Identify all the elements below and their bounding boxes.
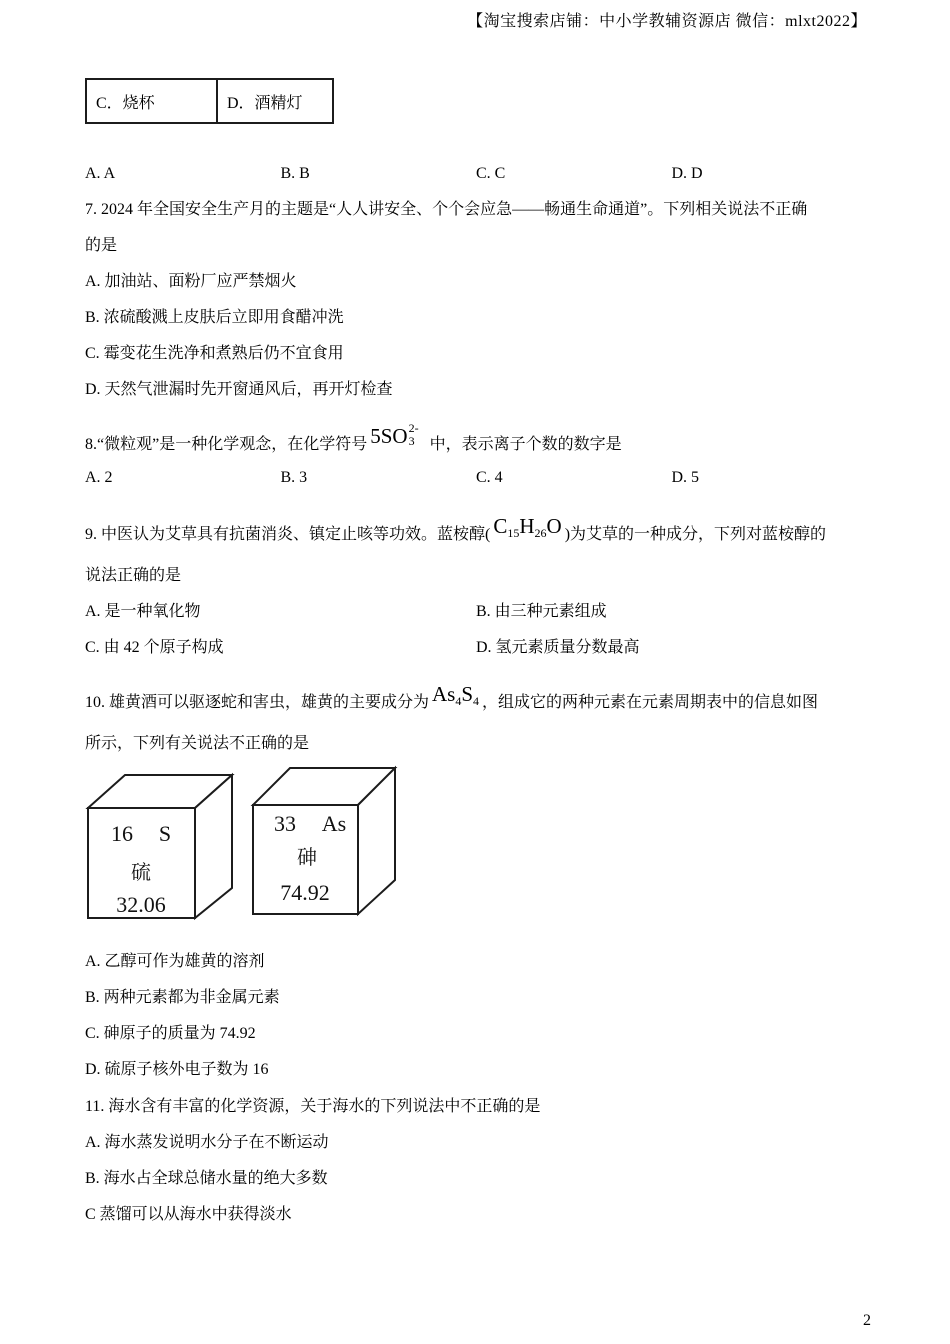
option-d: D. 天然气泄漏时先开窗通风后，再开灯检查	[85, 381, 393, 398]
element-symbol: As	[321, 811, 347, 836]
option-c: C. 由 42 个原子构成	[85, 639, 224, 656]
option-c: C. C	[476, 165, 506, 182]
option-c: C 蒸馏可以从海水中获得淡水	[85, 1206, 292, 1223]
atomic-number: 33	[274, 811, 296, 836]
option-b: B. 由三种元素组成	[476, 603, 607, 620]
question8-stem-before: 8.“微粒观”是一种化学观念，在化学符号	[85, 436, 368, 453]
question6-options	[85, 160, 867, 188]
option-c: C. 霉变花生洗净和煮熟后仍不宜食用	[85, 345, 344, 362]
page-number: 2	[863, 1312, 871, 1329]
question10-stem-after: ，组成它的两种元素在元素周期表中的信息如图	[482, 694, 819, 711]
question8-options	[85, 460, 867, 496]
option-b: B. 两种元素都为非金属元素	[85, 989, 280, 1006]
option-a: A. 加油站、面粉厂应严禁烟火	[85, 273, 297, 290]
question9	[85, 558, 867, 666]
element-name: 硫	[131, 862, 151, 884]
table-cell-d: D．酒精灯	[226, 94, 303, 112]
element-name: 砷	[297, 847, 317, 869]
option-a: A. 是一种氧化物	[85, 603, 201, 620]
question10-stem-line2: 所示，下列有关说法不正确的是	[85, 735, 310, 752]
option-b: B. 海水占全球总储水量的绝大多数	[85, 1170, 328, 1187]
question11	[85, 1089, 867, 1233]
atomic-mass: 32.06	[116, 892, 166, 917]
atomic-mass: 74.92	[280, 880, 330, 905]
option-d: D. 5	[671, 469, 700, 486]
question11-stem: 11. 海水含有丰富的化学资源，关于海水的下列说法中不正确的是	[85, 1098, 541, 1115]
option-a: A. 乙醇可作为雄黄的溶剂	[85, 953, 265, 970]
element-symbol: S	[158, 821, 172, 846]
periodic-table-element-cubes	[85, 753, 399, 927]
formula-superscript: 2-	[408, 421, 419, 435]
option-d: D. 硫原子核外电子数为 16	[85, 1061, 269, 1078]
question10-stem-line1	[85, 671, 867, 726]
option-b: B. 浓硫酸溅上皮肤后立即用食醋冲洗	[85, 309, 344, 326]
option-a: A. 2	[85, 469, 113, 486]
question9-stem-before: 9. 中医认为艾草具有抗菌消炎、镇定止咳等功效。蓝桉醇(	[85, 526, 491, 543]
question10-stem-before: 10. 雄黄酒可以驱逐蛇和害虫，雄黄的主要成分为	[85, 694, 430, 711]
element-cube-arsenic	[253, 768, 395, 914]
option-b: B. 3	[280, 469, 308, 486]
element-cube-sulfur	[88, 775, 232, 918]
option-b: B. B	[280, 165, 310, 182]
question10-options	[85, 944, 867, 1088]
question7-stem-line1: 7. 2024 年全国安全生产月的主题是“人人讲安全、个个会应急——畅通生命通道”。下列相关说法不正确	[85, 201, 808, 218]
question9-stem-after: )为艾草的一种成分，下列对蓝桉醇的	[564, 526, 827, 543]
option-d: D. D	[671, 165, 703, 182]
answer-option-table	[85, 78, 334, 124]
option-c: C. 4	[476, 469, 503, 486]
question7	[85, 192, 867, 408]
atomic-number: 16	[111, 821, 133, 846]
question9-stem-line2: 说法正确的是	[85, 567, 182, 584]
question9-stem-line1	[85, 503, 867, 558]
option-c: C. 砷原子的质量为 74.92	[85, 1025, 256, 1042]
question8-stem-after: 中，表示离子个数的数字是	[429, 436, 622, 453]
formula-as4s4: $As_4S_4$	[432, 682, 480, 708]
option-a: A. 海水蒸发说明水分子在不断运动	[85, 1134, 329, 1151]
shop-banner: 【淘宝搜索店铺：中小学教辅资源店 微信：mlxt2022】	[467, 13, 867, 30]
option-d: D. 氢元素质量分数最高	[476, 639, 640, 656]
option-a: A. A	[85, 165, 116, 182]
question7-stem-line2: 的是	[85, 237, 118, 254]
formula-sulfite-ion: 5SO 2- 3	[370, 421, 419, 448]
formula-subscript: 3	[408, 434, 415, 448]
table-cell-c: C．烧杯	[87, 80, 218, 122]
formula-c15h26o: $C_{15}H_{26}O$	[493, 514, 562, 540]
